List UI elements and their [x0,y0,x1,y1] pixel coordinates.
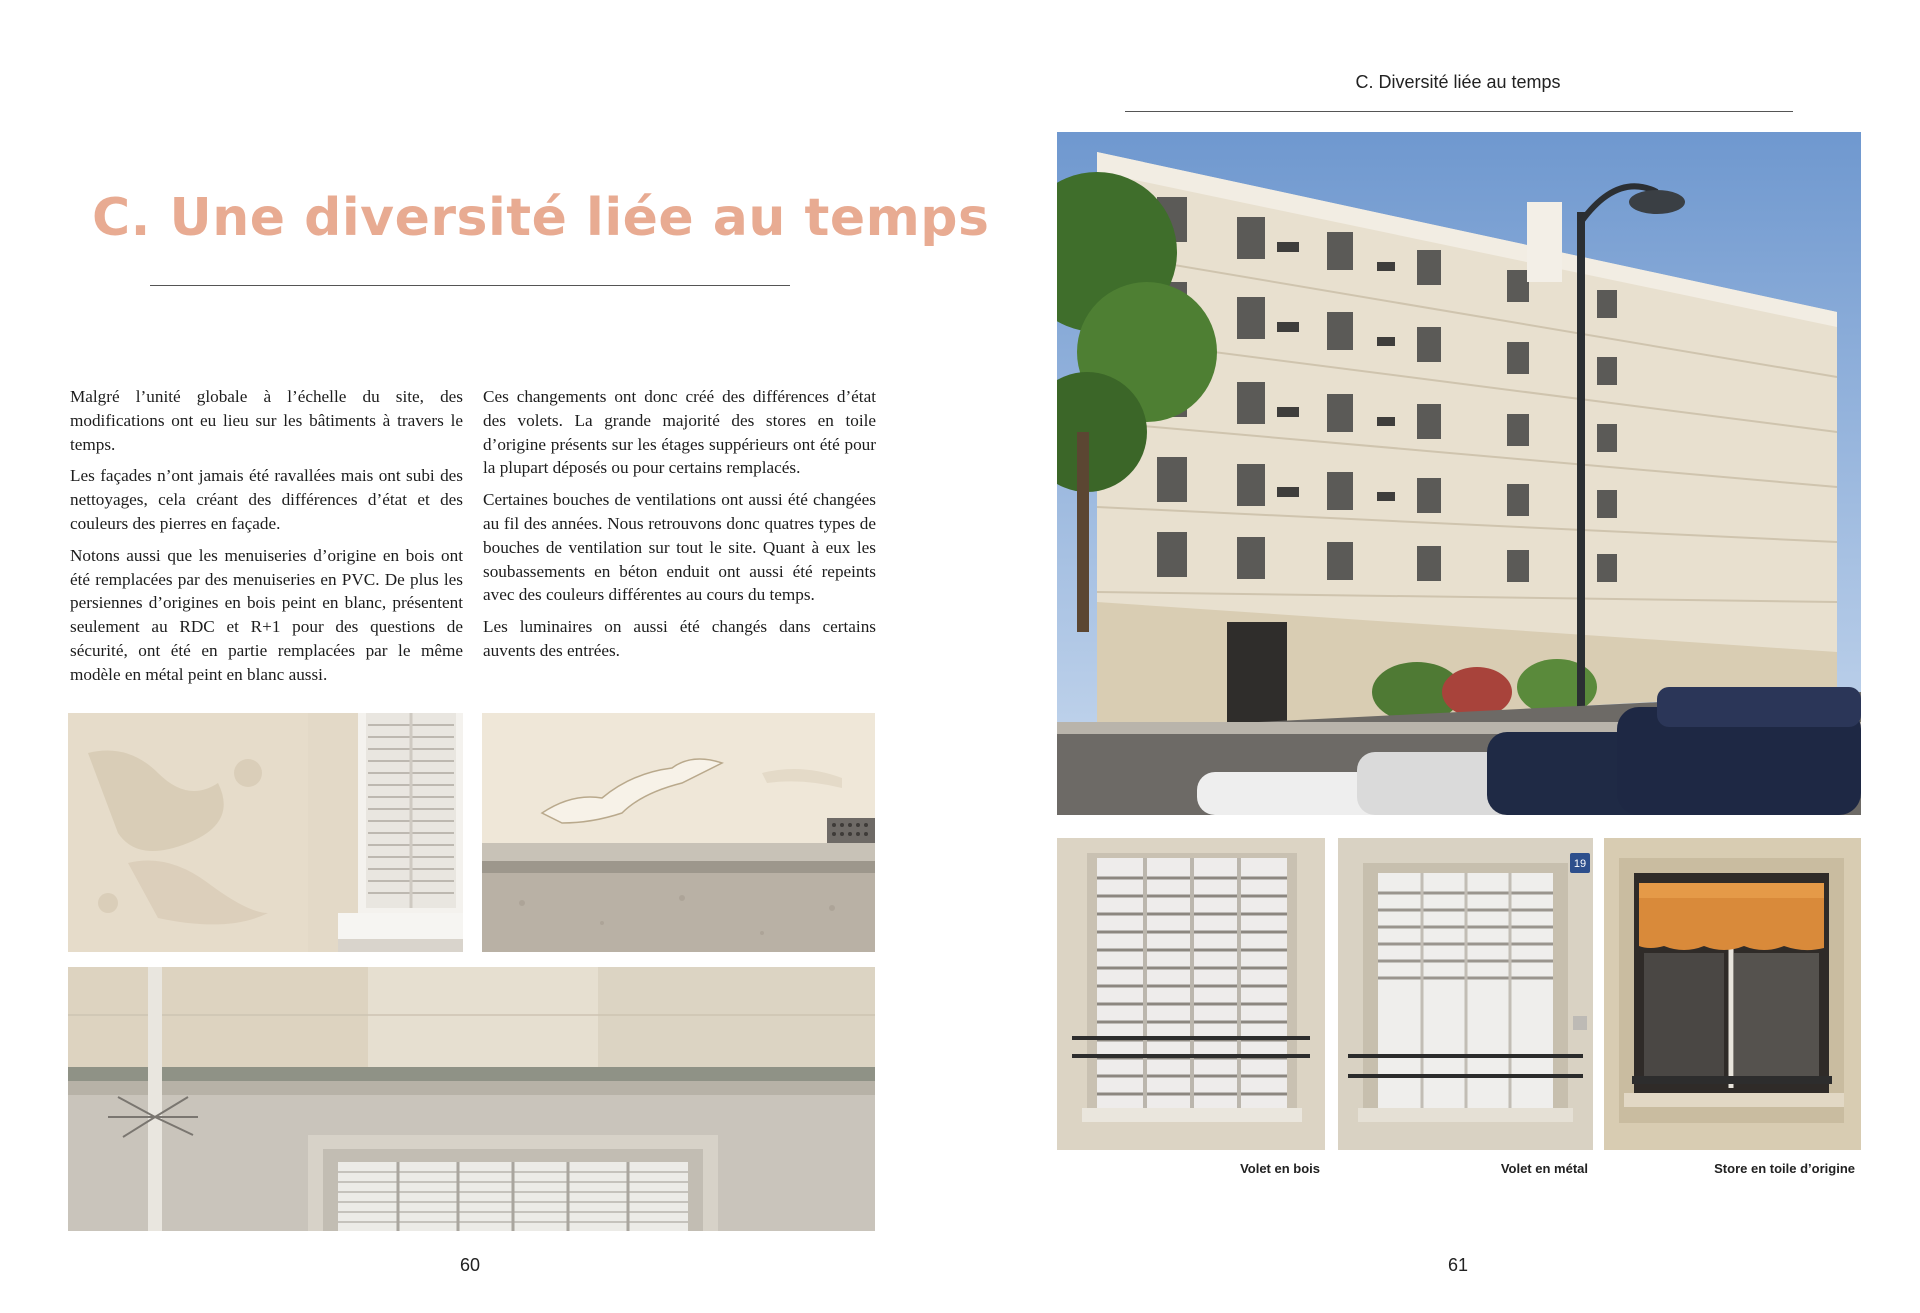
caption-metal-shutter: Volet en métal [1500,1161,1588,1176]
page-number-right: 61 [1447,1255,1469,1275]
page-title: C. Une diversité liée au temps [92,188,990,248]
photo-facade-drainpipe [68,967,875,1231]
paragraph: Les façades n’ont jamais été ravallées mais ont subi des nettoyages, cela créant des différences d’état et des couleurs des pierres en façade. [70,466,463,533]
photo-stone-wall-shutter [68,713,463,952]
text-column-right [483,385,876,671]
caption-canvas-store: Store en toile d’origine [1714,1161,1855,1176]
photo-metal-shutter [1338,838,1593,1150]
page-number-left: 60 [459,1255,481,1275]
paragraph: Les luminaires on aussi été changés dans certains auvents des entrées. [483,617,876,660]
title-divider [150,285,790,286]
photo-peeling-paint [482,713,875,952]
photo-canvas-store [1604,838,1861,1150]
photo-apartment-building [1057,132,1861,815]
paragraph: Malgré l’unité globale à l’échelle du site, des modifications ont eu lieu sur les bâtiments à travers le temps. [70,387,463,454]
text-column-left [70,385,463,695]
paragraph: Ces changements ont donc créé des différences d’état des volets. La grande majorité des stores en toile d’origine présents sur les étages suppérieurs ont été pour la plupart déposés ou pour certains remplacés. [483,387,876,478]
running-head: C. Diversité liée au temps [1355,72,1561,92]
running-head-divider [1125,111,1793,112]
paragraph: Certaines bouches de ventilations ont aussi été changées au fil des années. Nous retrouvons donc quatres types de bouches de ventilation sur tout le site. Quant à eux les soubassements en béton enduit ont aussi été repeints avec des couleurs différentes au cours du temps. [483,490,876,605]
photo-wood-shutter [1057,838,1325,1150]
building-number-plate: 19 [1573,858,1587,870]
caption-wood-shutter: Volet en bois [1240,1161,1320,1176]
paragraph: Notons aussi que les menuiseries d’origine en bois ont été remplacées par des menuiseries en PVC. De plus les persiennes d’origines en bois peint en blanc, présentent seulement au RDC et R+1 pour des questions de sécurité, ont été en partie remplacées par le même modèle en métal peint en blanc aussi. [70,545,463,684]
